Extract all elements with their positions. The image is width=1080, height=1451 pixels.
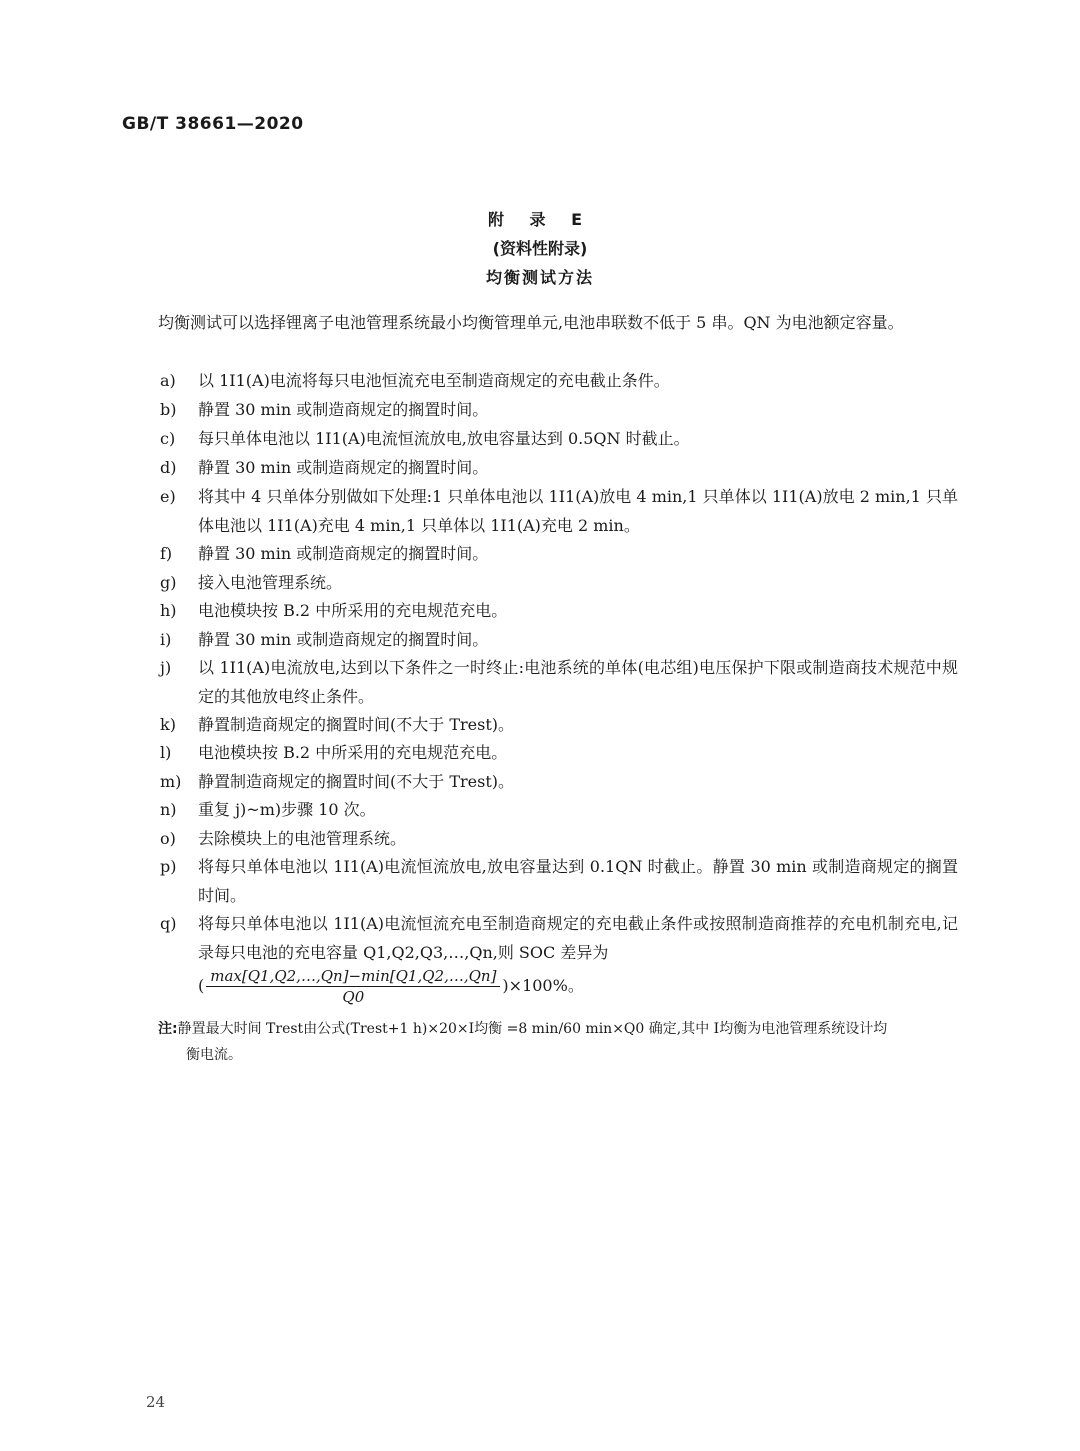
step-text: 静置 30 min 或制造商规定的搁置时间。: [198, 458, 489, 477]
step-label: d): [160, 458, 177, 477]
note-line-1: 静置最大时间 Trest由公式(Trest+1 h)×20×I均衡 =8 min/60 min×Q0 确定,其中 I均衡为电池管理系统设计均: [177, 1021, 888, 1037]
step-label: l): [160, 743, 172, 762]
formula-tail: )×100%。: [502, 976, 584, 995]
step-label: o): [160, 829, 176, 848]
step-text: 静置 30 min 或制造商规定的搁置时间。: [198, 400, 489, 419]
note-line-2: 衡电流。: [186, 1047, 242, 1063]
step-label: q): [160, 914, 177, 933]
step-label: k): [160, 715, 176, 734]
step-item: [160, 909, 958, 967]
step-text: 每只单体电池以 1I1(A)电流恒流放电,放电容量达到 0.5QN 时截止。: [198, 429, 690, 448]
step-item: [160, 795, 958, 824]
step-label: a): [160, 371, 176, 390]
step-label: f): [160, 544, 173, 563]
appendix-type: (资料性附录): [492, 239, 588, 258]
step-text: 静置 30 min 或制造商规定的搁置时间。: [198, 544, 489, 563]
document-code: GB/T 38661—2020: [122, 114, 304, 134]
appendix-title: 附 录 E: [487, 210, 593, 229]
step-item: [160, 653, 958, 711]
step-text: 静置 30 min 或制造商规定的搁置时间。: [198, 630, 489, 649]
step-item: [160, 596, 958, 625]
step-text: 电池模块按 B.2 中所采用的充电规范充电。: [198, 743, 508, 762]
page-number: 24: [146, 1393, 166, 1411]
formula-fraction: [206, 966, 500, 1007]
step-label: b): [160, 400, 177, 419]
step-text: 以 1I1(A)电流将每只电池恒流充电至制造商规定的充电截止条件。: [198, 371, 670, 390]
step-label: h): [160, 601, 177, 620]
intro-paragraph: 均衡测试可以选择锂离子电池管理系统最小均衡管理单元,电池串联数不低于 5 串。QN 为电池额定容量。: [158, 313, 904, 332]
step-label: g): [160, 573, 177, 592]
step-item: [160, 366, 958, 395]
appendix-name: 均衡测试方法: [485, 268, 594, 287]
step-label: i): [160, 630, 172, 649]
step-item: [160, 395, 958, 424]
step-item: [160, 625, 958, 654]
formula-open-paren: (: [198, 976, 205, 995]
step-text: 将每只单体电池以 1I1(A)电流恒流放电,放电容量达到 0.1QN 时截止。静置 30 min 或制造商规定的搁置时间。: [198, 857, 958, 905]
step-label: m): [160, 772, 182, 791]
step-item: [160, 568, 958, 597]
step-label: j): [160, 658, 172, 677]
step-text: 重复 j)~m)步骤 10 次。: [198, 800, 376, 819]
step-item: [160, 482, 958, 540]
note-block: [158, 1016, 958, 1068]
step-item: [160, 710, 958, 739]
step-text: 将每只单体电池以 1I1(A)电流恒流充电至制造商规定的充电截止条件或按照制造商推荐的充电机制充电,记录每只电池的充电容量 Q1,Q2,Q3,…,Qn,则 SOC 差异为: [198, 914, 958, 962]
step-text: 静置制造商规定的搁置时间(不大于 Trest)。: [198, 715, 515, 734]
step-label: n): [160, 800, 177, 819]
step-item: [160, 852, 958, 910]
step-text: 电池模块按 B.2 中所采用的充电规范充电。: [198, 601, 508, 620]
formula-numerator: max[Q1,Q2,…,Qn]−min[Q1,Q2,…,Qn]: [206, 966, 500, 987]
step-label: p): [160, 857, 177, 876]
step-text: 以 1I1(A)电流放电,达到以下条件之一时终止:电池系统的单体(电芯组)电压保护下限或制造商技术规范中规定的其他放电终止条件。: [198, 658, 958, 706]
formula-denominator: Q0: [342, 988, 365, 1006]
step-item: [160, 424, 958, 453]
note-label: 注:: [158, 1021, 178, 1037]
step-text: 接入电池管理系统。: [198, 573, 343, 592]
step-item: [160, 824, 958, 853]
step-item: [160, 738, 958, 767]
step-label: e): [160, 487, 176, 506]
step-text: 静置制造商规定的搁置时间(不大于 Trest)。: [198, 772, 515, 791]
formula-line: [160, 966, 958, 1007]
step-label: c): [160, 429, 176, 448]
step-text: 将其中 4 只单体分别做如下处理:1 只单体电池以 1I1(A)放电 4 min,1 只单体以 1I1(A)放电 2 min,1 只单体电池以 1I1(A)充电 4 min,1 只单体以 1I1(A)充电 2 min。: [198, 487, 958, 535]
step-text: 去除模块上的电池管理系统。: [198, 829, 407, 848]
step-item: [160, 453, 958, 482]
step-item: [160, 539, 958, 568]
step-item: [160, 767, 958, 796]
soc-formula: [198, 966, 958, 1007]
